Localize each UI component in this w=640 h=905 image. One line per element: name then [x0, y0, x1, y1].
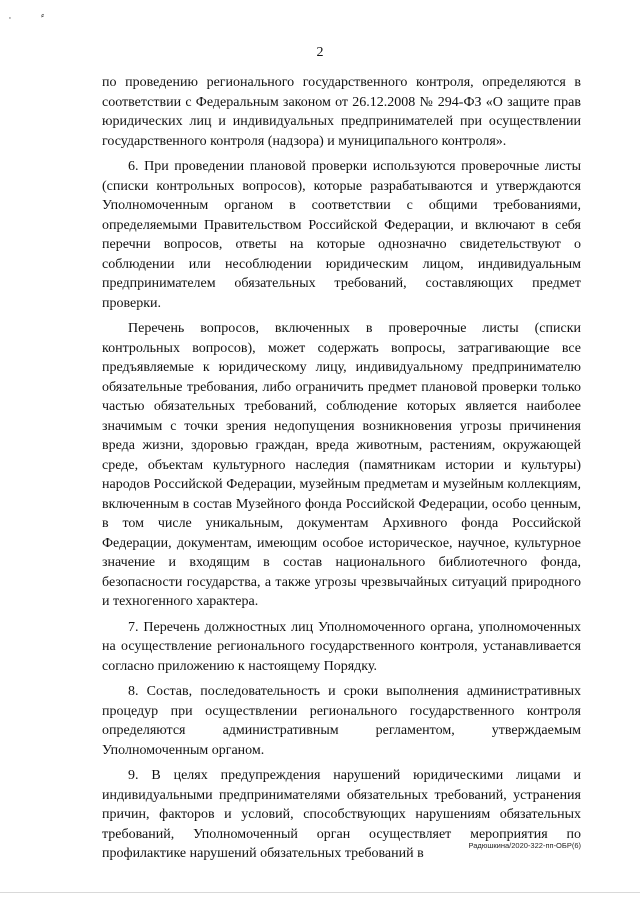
- paragraph: Перечень вопросов, включенных в проверочные листы (списки контрольных вопросов), может содержать вопросы, затрагивающие все предъявляемые к юридическому лицу, индивидуальному предпринимателю обязательные требования, либо ограничить предмет плановой проверки только частью обязательных требований, соблюдение которых является наиболее значимым с точки зрения недопущения возникновения угрозы причинения вреда жизни, здоровью граждан, вреда животным, растениям, окружающей среде, объектам культурного наследия (памятникам истории и культуры) народов Российской Федерации, музейным предметам и музейным коллекциям, включенным в состав Музейного фонда Российской Федерации, особо ценным, в том числе уникальным, документам Архивного фонда Российской Федерации, документам, имеющим особое историческое, научное, культурное значение и входящим в состав национального библиотечного фонда, безопасности государства, а также угрозы чрезвычайных ситуаций природного и техногенного характера.: [102, 321, 581, 609]
- paragraph: по проведению регионального государственного контроля, определяются в соответствии с Федеральным законом от 26.12.2008 № 294-ФЗ «О защите прав юридических лиц и индивидуальных предпринимателей при осуществлении государственного контроля (надзора) и муниципального контроля».: [102, 75, 581, 149]
- paragraph: 8. Состав, последовательность и сроки выполнения административных процедур при осуществлении регионального государственного контроля определяются административным регламентом, утверждаемым Уполномоченным органом.: [102, 684, 581, 758]
- paragraph: 9. В целях предупреждения нарушений юридическими лицами и индивидуальными предпринимателями обязательных требований, устранения причин, факторов и условий, способствующих нарушениям обязательных требований, Уполномоченный орган осуществляет мероприятия по профилактике нарушений обязательных требований в: [102, 768, 581, 861]
- paragraph: 6. При проведении плановой проверки используются проверочные листы (списки контрольных вопросов), которые разрабатываются и утверждаются Уполномоченным органом в соответствии с общими требованиями, определяемыми Правительством Российской Федерации, и включают в себя перечни вопросов, ответы на которые однозначно свидетельствуют о соблюдении или несоблюдении юридическим лицом, индивидуальным предпринимателем обязательных требований, составляющих предмет проверки.: [102, 159, 581, 311]
- paragraph: 7. Перечень должностных лиц Уполномоченного органа, уполномоченных на осуществление регионального государственного контроля, устанавливается согласно приложению к настоящему Порядку.: [102, 619, 581, 674]
- document-code: Радюшкина/2020-322-пп-ОБР(6): [468, 841, 581, 850]
- scan-mark: ': [9, 16, 11, 24]
- page-number: 2: [316, 45, 324, 60]
- scan-mark: ⸗: [41, 11, 44, 21]
- page-bottom-edge: [0, 892, 640, 893]
- document-body: [102, 73, 581, 864]
